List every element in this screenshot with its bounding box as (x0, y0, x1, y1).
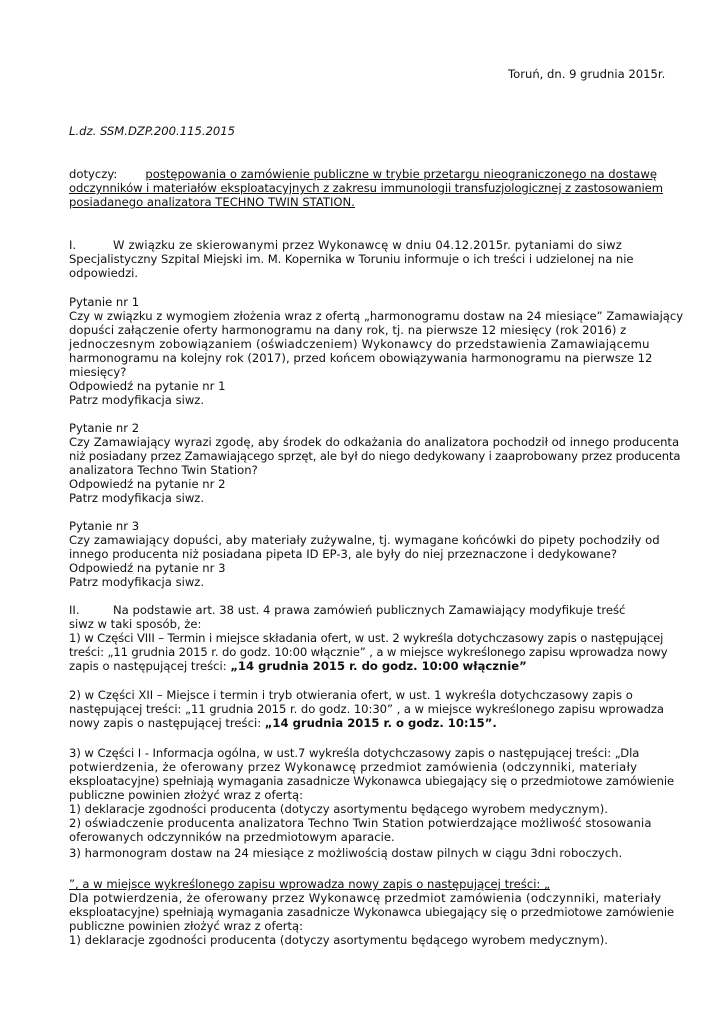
question-1-line: dopuści załączenie oferty harmonogramu na dany rok, tj. na pierwsze 12 miesięcy (rok 2016) z (69, 323, 627, 337)
answer-3-text: Patrz modyfikacja siwz. (69, 575, 205, 589)
section-1-line-2: Specjalistyczny Szpital Miejski im. M. Kopernika w Toruniu informuje o ich treści i udzielonej na nie (69, 252, 634, 266)
answer-2-text: Patrz modyfikacja siwz. (69, 491, 205, 505)
question-1-line: miesięcy? (69, 365, 127, 379)
modification-1-line: zapis o następującej treści: „14 grudnia 2015 r. do godz. 10:00 włącznie” (69, 659, 527, 673)
question-3-line: Czy zamawiający dopuści, aby materiały zużywalne, tj. wymagane końcówki do pipety pochodziły od (69, 533, 660, 547)
subject-text-1: postępowania o zamówienie publiczne w trybie przetargu nieograniczonego na dostawę (145, 167, 657, 181)
modification-3-item: oferowanych odczynników na przedmiotowym aparacie. (69, 830, 395, 844)
replacement-line: Dla potwierdzenia, że oferowany przez Wykonawcę przedmiot zamówienia (odczynniki, materiały (69, 891, 662, 905)
reference-number: L.dz. SSM.DZP.200.115.2015 (69, 124, 236, 138)
new-deadline: „14 grudnia 2015 r. do godz. 10:00 włącznie” (230, 659, 527, 673)
modification-2-line: nowy zapis o następującej treści: „14 grudnia 2015 r. o godz. 10:15”. (69, 716, 497, 730)
replacement-line: eksploatacyjne) spełniają wymagania zasadnicze Wykonawca ubiegający się o przedmiotowe zamówienie (69, 905, 674, 919)
replacement-item: 1) deklaracje zgodności producenta (dotyczy asortymentu będącego wyrobem medycznym). (69, 933, 608, 947)
question-1-title: Pytanie nr 1 (69, 295, 140, 309)
question-1-line: Czy w związku z wymogiem złożenia wraz z ofertą „harmonogramu dostaw na 24 miesiące” Zamawiający (69, 309, 684, 323)
date-line: Toruń, dn. 9 grudnia 2015r. (508, 67, 666, 81)
modification-3-line: potwierdzenia, że oferowany przez Wykonawcę przedmiot zamówienia (odczynniki, materiały (69, 760, 638, 774)
modification-3-line: publiczne powinien złożyć wraz z ofertą: (69, 788, 304, 802)
answer-3-title: Odpowiedź na pytanie nr 3 (69, 561, 226, 575)
answer-1-text: Patrz modyfikacja siwz. (69, 393, 205, 407)
modification-3-line: 3) w Części I - Informacja ogólna, w ust.7 wykreśla dotychczasowy zapis o następującej treści: „Dla (69, 746, 640, 760)
section-2-line-1: II. Na podstawie art. 38 ust. 4 prawa zamówień publicznych Zamawiający modyfikuje treść (69, 603, 626, 617)
modification-2-line: 2) w Części XII – Miejsce i termin i tryb otwierania ofert, w ust. 1 wykreśla dotychczasowy zapis o (69, 688, 633, 702)
new-opening-time: „14 grudnia 2015 r. o godz. 10:15”. (264, 716, 497, 730)
question-2-title: Pytanie nr 2 (69, 421, 140, 435)
subject-line-1 (69, 167, 657, 181)
section-1-number: I. (69, 238, 77, 252)
answer-1-title: Odpowiedź na pytanie nr 1 (69, 379, 226, 393)
section-2-number: II. (69, 603, 80, 617)
modification-2-line: następującej treści: „11 grudnia 2015 r. do godz. 10:30” , a w miejsce wykreślonego zapisu wprowadza (69, 702, 664, 716)
question-1-line: harmonogramu na kolejny rok (2017), przed końcem obowiązywania harmonogramu na pierwsze 12 (69, 351, 653, 365)
replacement-line: publiczne powinien złożyć wraz z ofertą: (69, 919, 304, 933)
modification-3-item: 2) oświadczenie producenta analizatora Techno Twin Station potwierdzające możliwość stosowania (69, 816, 652, 830)
subject-prefix: dotyczy: (69, 167, 118, 181)
modification-3-item: 1) deklaracje zgodności producenta (dotyczy asortymentu będącego wyrobem medycznym). (69, 802, 608, 816)
question-2-line: analizatora Techno Twin Station? (69, 463, 258, 477)
question-2-line: niż posiadany przez Zamawiającego sprzęt, ale był do niego dedykowany i zaaprobowany przez producenta (69, 449, 681, 463)
subject-line-3: posiadanego analizatora TECHNO TWIN STATION. (69, 195, 355, 209)
section-1-line-3: odpowiedzi. (69, 266, 139, 280)
question-2-line: Czy Zamawiający wyrazi zgodę, aby środek do odkażania do analizatora pochodził od innego producenta (69, 435, 680, 449)
question-1-line: jednoczesnym zobowiązaniem (oświadczeniem) Wykonawcy do przedstawienia Zamawiającemu (69, 337, 650, 351)
modification-1-line: 1) w Części VIII – Termin i miejsce składania ofert, w ust. 2 wykreśla dotychczasowy zapis o następującej (69, 631, 664, 645)
section-1-line-1: I. W związku ze skierowanymi przez Wykonawcę w dniu 04.12.2015r. pytaniami do siwz (69, 238, 623, 252)
question-3-title: Pytanie nr 3 (69, 519, 140, 533)
question-3-line: innego producenta niż posiadana pipeta ID EP-3, ale były do niej przeznaczone i dedykowane? (69, 547, 618, 561)
modification-1-line: treści: „11 grudnia 2015 r. do godz. 10:00 włącznie” , a w miejsce wykreślonego zapisu wprowadza nowy (69, 645, 668, 659)
section-2-line-2: siwz w taki sposób, że: (69, 617, 202, 631)
replacement-heading: ”, a w miejsce wykreślonego zapisu wprowadza nowy zapis o następującej treści: „ (69, 877, 551, 891)
answer-2-title: Odpowiedź na pytanie nr 2 (69, 477, 226, 491)
modification-3-item: 3) harmonogram dostaw na 24 miesiące z możliwością dostaw pilnych w ciągu 3dni roboczych. (69, 846, 623, 860)
subject-line-2: odczynników i materiałów eksploatacyjnych z zakresu immunologii transfuzjologicznej z zastosowaniem (69, 181, 663, 195)
modification-3-line: eksploatacyjne) spełniają wymagania zasadnicze Wykonawca ubiegający się o przedmiotowe zamówienie (69, 774, 674, 788)
